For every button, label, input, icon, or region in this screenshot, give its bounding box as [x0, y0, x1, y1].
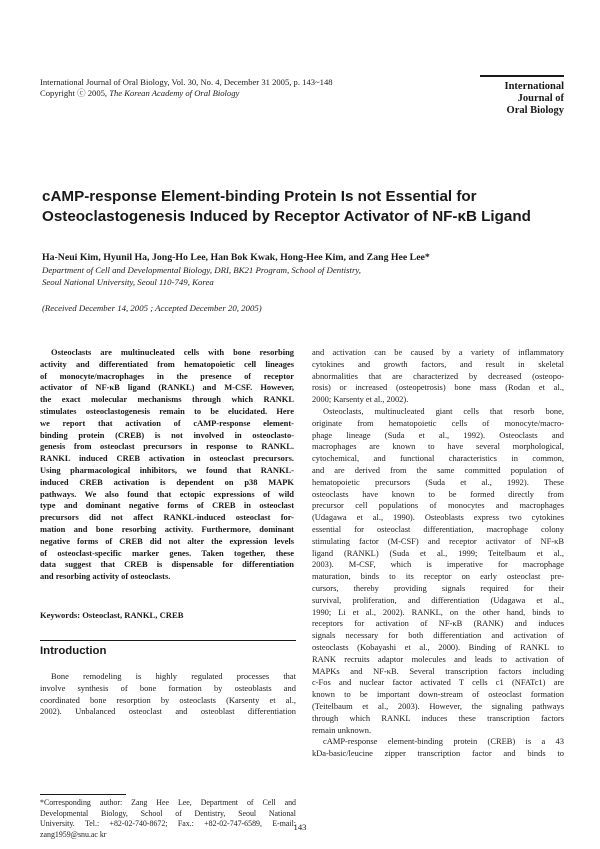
body-line: phage lineage (Suda et al., 1992). Osteoclasts and: [312, 429, 564, 440]
body-line: and activation can be caused by a variety of inflammatory: [312, 347, 564, 357]
introduction-line: coordinated bone resorption by osteoclasts (Karsenty et al.,: [40, 694, 296, 705]
body-line: (Teitelbaum et al., 2003). However, the signaling pathways: [312, 700, 564, 711]
body-line: MAPKs and NF-κB. Several transcription factors including: [312, 665, 564, 676]
copyright-publisher: The Korean Academy of Oral Biology: [109, 88, 240, 98]
body-line: osteoclasts have known to be formed directly from: [312, 488, 564, 499]
affiliation-line: Department of Cell and Developmental Biology, DRI, BK21 Program, School of Dentistry,: [42, 265, 362, 275]
body-line: cursors, thereby providing signals required for their: [312, 582, 564, 593]
footnote-line: Developmental Biology, School of Dentistry, Seoul National: [40, 808, 296, 818]
abstract-line: genesis from osteoclast precursors in response to RANKL.: [40, 441, 294, 452]
footnote-rule: [40, 794, 126, 795]
abstract-line: binding protein (CREB) is not involved in osteoclasto-: [40, 429, 294, 440]
title-line: Osteoclastogenesis Induced by Receptor Activator of NF-κB Ligand: [42, 208, 531, 225]
body-line: survival, proliferation, and differentiation (Udagawa et al.,: [312, 594, 564, 605]
footnote-line: University. Tel.: +82-02-740-8672; Fax.: +82-02-747-6589, E-mail:: [40, 819, 296, 829]
abstract-line: data suggest that CREB is dispensable for differentiation: [40, 559, 294, 570]
body-line: cAMP-response element-binding protein (CREB) is a 43: [323, 736, 564, 747]
body-line: RANK recruits adaptor molecules and leads to activation of: [312, 653, 564, 664]
body-line: (Udagawa et al., 1990). Osteoblasts express two cytokines: [312, 512, 564, 523]
title-line: cAMP-response Element-binding Protein Is not Essential for: [42, 188, 477, 205]
body-line: receptors for activation of NF-κB (RANK) and induces: [312, 618, 564, 629]
abstract-line: mation and bone resorbing activity. Furthermore, dominant: [40, 523, 294, 534]
abstract-line: RANKL induced CREB activation in osteoclast precursors.: [40, 453, 294, 464]
abstract-line: pathways. We also found that ectopic expressions of wild: [40, 488, 294, 499]
abstract-line: type and dominant negative forms of CREB in osteoclast: [40, 500, 294, 511]
introduction-line: involve synthesis of bone formation by osteoblasts and: [40, 682, 296, 693]
body-line: maturation, binds to its receptor on early osteoclast pre-: [312, 571, 564, 582]
body-line: osteoclasts (Kobayashi et al., 2000). Binding of RANKL to: [312, 641, 564, 652]
body-line: ligand (RANKL) (Suda et al., 1999; Teitelbaum et al.,: [312, 547, 564, 558]
journal-box-line: International: [504, 81, 564, 92]
section-rule: [40, 640, 296, 641]
journal-name-box: [480, 75, 564, 117]
abstract-line: Osteoclasts are multinucleated cells with bone resorbing: [51, 347, 294, 357]
right-column-text: [312, 347, 564, 760]
journal-box-line: Journal of: [517, 93, 564, 104]
body-line: rosis) or increased (osteopetrosis) bone mass (Rodan et al.,: [312, 382, 564, 393]
journal-box-line: Oral Biology: [506, 105, 564, 116]
body-line: Osteoclasts, multinucleated giant cells that resorb bone,: [323, 405, 564, 416]
body-line: hematopoietic precursors (Suda et al., 1992). These: [312, 476, 564, 487]
abstract-line: of monocyte/macrophages in the presence of receptor: [40, 370, 294, 381]
copyright-prefix: Copyright ⓒ 2005,: [40, 88, 110, 98]
footnote-line: *Corresponding author: Zang Hee Lee, Department of Cell and: [40, 798, 296, 807]
page-number: 143: [293, 822, 307, 832]
body-line: stimulating factor (M-CSF) and receptor activator of NF-κB: [312, 535, 564, 546]
journal-citation: International Journal of Oral Biology, Vol. 30, No. 4, December 31 2005, p. 143~148: [40, 77, 333, 87]
body-line: cytokines and growth factors, and result in skeletal: [312, 358, 564, 369]
introduction-line: Bone remodeling is highly regulated processes that: [51, 671, 296, 681]
received-accepted-dates: (Received December 14, 2005 ; Accepted December 20, 2005): [42, 303, 262, 313]
body-line: macrophages are known to have several morphological,: [312, 441, 564, 452]
abstract-line: of osteoclast-specific marker genes. Taken together, these: [40, 547, 294, 558]
footnote-line: zang1959@snu.ac kr: [40, 829, 107, 839]
body-line: 2003). M-CSF, which is imperative for macrophage: [312, 559, 564, 570]
copyright-line: [40, 88, 239, 99]
abstract-line: precursors did not affect RANKL-induced osteoclast for-: [40, 512, 294, 523]
abstract-line: stimulates osteoclastogenesis remain to be elucidated. Here: [40, 405, 294, 416]
author-list: Ha-Neui Kim, Hyunil Ha, Jong-Ho Lee, Han Bok Kwak, Hong-Hee Kim, and Zang Hee Lee*: [42, 252, 430, 263]
keywords: Keywords: Osteoclast, RANKL, CREB: [40, 610, 184, 620]
body-line: c-Fos and nuclear factor activated T cells c1 (NFATc1) are: [312, 677, 564, 688]
abstract-line: we report that activation of cAMP-response element-: [40, 417, 294, 428]
corresponding-author-footnote: [40, 798, 296, 840]
body-line: essential for osteoclast differentiation, macrophage colony: [312, 523, 564, 534]
body-line: known to be important down-stream of osteoclast formation: [312, 689, 564, 700]
body-line: originate from hematopoietic cells of monocyte/macro-: [312, 417, 564, 428]
body-line: abnormalities that are characterized by decreased (osteopo-: [312, 370, 564, 381]
abstract-line: activity and differentiated from hematopoietic cell lineages: [40, 358, 294, 369]
body-line: kDa-basic/leucine zipper transcription factor and binds to: [312, 748, 564, 759]
abstract-line: negative forms of CREB did not alter the expression levels: [40, 535, 294, 546]
body-line: 1990; Li et al., 2002). RANKL, on the other hand, binds to: [312, 606, 564, 617]
affiliation: [42, 265, 562, 288]
abstract-line: and resorbing activity of osteoclasts.: [40, 571, 171, 582]
body-line: cytochemical, and functional characteristics in common,: [312, 453, 564, 464]
body-line: through which RANKL induces these transcription factors: [312, 712, 564, 723]
section-heading-introduction: Introduction: [40, 645, 107, 657]
abstract-line: Using pharmacological inhibitors, we found that RANKL-: [40, 464, 294, 475]
introduction-line: 2002). Unbalanced osteoclast and osteoblast differentiation: [40, 706, 296, 717]
abstract: [40, 347, 294, 583]
body-line: remain unknown.: [312, 724, 372, 735]
body-line: 2000; Karsenty et al., 2002).: [312, 394, 409, 405]
body-line: and are derived from the same committed population of: [312, 464, 564, 475]
introduction-body: [40, 671, 296, 718]
abstract-line: induced CREB activation is dependent on p38 MAPK: [40, 476, 294, 487]
abstract-line: the exact molecular mechanisms through which RANKL: [40, 394, 294, 405]
body-line: signals necessary for both differentiation and activation of: [312, 630, 564, 641]
affiliation-line: Seoul National University, Seoul 110-749, Korea: [42, 276, 214, 287]
abstract-line: activator of NF-κB ligand (RANKL) and M-CSF. However,: [40, 382, 294, 393]
body-line: precursor cell populations of monocytes and macrophages: [312, 500, 564, 511]
article-title: [42, 187, 562, 227]
